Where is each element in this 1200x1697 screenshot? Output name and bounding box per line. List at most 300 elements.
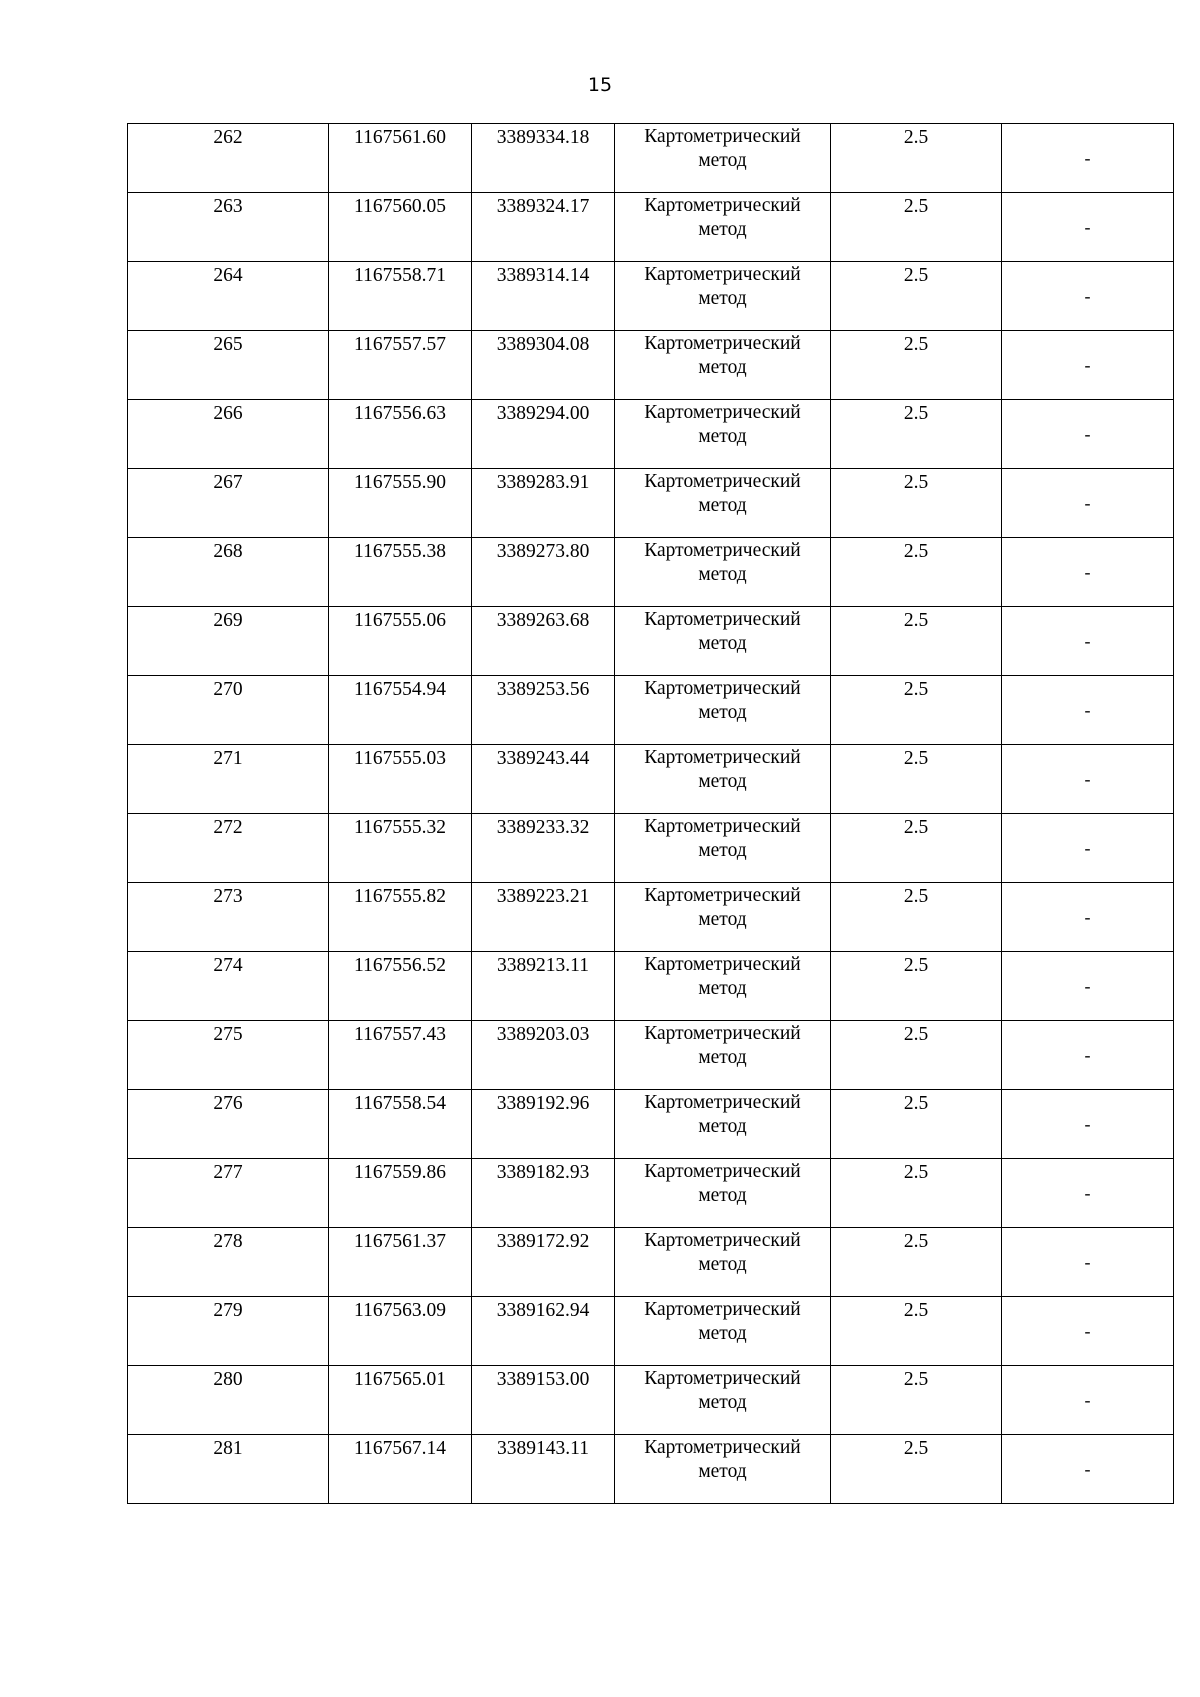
point-number-text: 268 [213,541,243,562]
point-number-cell [128,469,329,538]
point-number-text: 272 [213,817,243,838]
point-number-text: 281 [213,1438,243,1459]
point-number-text: 275 [213,1024,243,1045]
method-line-2: метод [698,909,747,930]
point-number-cell [128,124,329,193]
x-coordinate-cell [329,607,472,676]
note-text: - [1084,1045,1091,1065]
x-coordinate-text: 1167555.82 [354,886,446,907]
point-number-cell [128,952,329,1021]
y-coordinate-cell [472,745,615,814]
y-coordinate-text: 3389233.32 [496,817,590,838]
method-cell [615,745,831,814]
x-coordinate-cell [329,1021,472,1090]
method-line-2: метод [698,1185,747,1206]
method-line-2: метод [698,1461,747,1482]
method-text [615,814,830,863]
x-coordinate-cell [329,814,472,883]
accuracy-cell [831,262,1002,331]
x-coordinate-cell [329,331,472,400]
accuracy-cell [831,745,1002,814]
method-line-2: метод [698,1392,747,1413]
x-coordinate-text: 1167555.38 [354,541,446,562]
point-number-text: 276 [213,1093,243,1114]
note-cell [1002,745,1174,814]
x-coordinate-cell [329,745,472,814]
method-cell [615,124,831,193]
point-number-cell [128,400,329,469]
method-line-2: метод [698,1323,747,1344]
method-text [615,676,830,725]
x-coordinate-cell [329,1090,472,1159]
y-coordinate-cell [472,607,615,676]
method-text [615,1366,830,1415]
note-text: - [1084,1459,1091,1479]
method-line-1: Картометрический [644,1437,801,1458]
method-line-2: метод [698,564,747,585]
method-text [615,1159,830,1208]
note-cell [1002,1228,1174,1297]
y-coordinate-cell [472,331,615,400]
point-number-text: 263 [213,196,243,217]
method-cell [615,952,831,1021]
y-coordinate-text: 3389294.00 [496,403,590,424]
accuracy-cell [831,1090,1002,1159]
note-cell [1002,538,1174,607]
method-text [615,193,830,242]
table-row [128,883,1174,952]
method-text [615,883,830,932]
point-number-text: 277 [213,1162,243,1183]
y-coordinate-text: 3389314.14 [496,265,590,286]
note-text: - [1084,493,1091,513]
y-coordinate-cell [472,1435,615,1504]
x-coordinate-cell [329,400,472,469]
method-cell [615,262,831,331]
method-text [615,1021,830,1070]
table-row [128,952,1174,1021]
y-coordinate-text: 3389182.93 [496,1162,590,1183]
y-coordinate-text: 3389172.92 [496,1231,590,1252]
y-coordinate-text: 3389192.96 [496,1093,590,1114]
note-text: - [1084,286,1091,306]
coordinates-table-body [128,124,1174,1504]
method-text [615,400,830,449]
table-row [128,331,1174,400]
method-line-2: метод [698,357,747,378]
accuracy-text: 2.5 [903,1024,929,1045]
point-number-text: 279 [213,1300,243,1321]
y-coordinate-text: 3389304.08 [496,334,590,355]
y-coordinate-cell [472,1228,615,1297]
table-row [128,1159,1174,1228]
point-number-text: 278 [213,1231,243,1252]
x-coordinate-cell [329,1366,472,1435]
method-line-1: Картометрический [644,816,801,837]
note-cell [1002,1159,1174,1228]
method-cell [615,1366,831,1435]
method-cell [615,1021,831,1090]
x-coordinate-text: 1167561.60 [354,127,446,148]
note-cell [1002,331,1174,400]
method-text [615,1435,830,1484]
x-coordinate-text: 1167555.90 [354,472,446,493]
point-number-text: 280 [213,1369,243,1390]
note-cell [1002,814,1174,883]
note-text: - [1084,1114,1091,1134]
point-number-text: 271 [213,748,243,769]
y-coordinate-text: 3389153.00 [496,1369,590,1390]
point-number-cell [128,1090,329,1159]
accuracy-cell [831,1435,1002,1504]
note-text: - [1084,424,1091,444]
note-cell [1002,607,1174,676]
note-cell [1002,1366,1174,1435]
y-coordinate-cell [472,538,615,607]
accuracy-text: 2.5 [903,1231,929,1252]
method-line-2: метод [698,633,747,654]
accuracy-cell [831,538,1002,607]
method-text [615,1228,830,1277]
y-coordinate-text: 3389263.68 [496,610,590,631]
accuracy-text: 2.5 [903,1093,929,1114]
note-cell [1002,1435,1174,1504]
x-coordinate-cell [329,193,472,262]
x-coordinate-cell [329,538,472,607]
method-text [615,1090,830,1139]
x-coordinate-cell [329,1228,472,1297]
point-number-cell [128,262,329,331]
x-coordinate-text: 1167555.32 [354,817,446,838]
table-row [128,814,1174,883]
point-number-cell [128,607,329,676]
coordinates-table [127,123,1174,1504]
method-cell [615,331,831,400]
method-cell [615,814,831,883]
point-number-cell [128,193,329,262]
y-coordinate-cell [472,469,615,538]
y-coordinate-text: 3389334.18 [496,127,590,148]
method-line-1: Картометрический [644,609,801,630]
method-line-2: метод [698,702,747,723]
table-row [128,262,1174,331]
method-cell [615,469,831,538]
x-coordinate-text: 1167567.14 [354,1438,446,1459]
note-cell [1002,400,1174,469]
note-text: - [1084,148,1091,168]
point-number-text: 262 [213,127,243,148]
method-line-2: метод [698,1254,747,1275]
method-line-2: метод [698,771,747,792]
accuracy-text: 2.5 [903,679,929,700]
accuracy-text: 2.5 [903,541,929,562]
x-coordinate-text: 1167556.63 [354,403,446,424]
method-line-1: Картометрический [644,1023,801,1044]
accuracy-cell [831,883,1002,952]
point-number-text: 273 [213,886,243,907]
y-coordinate-cell [472,124,615,193]
y-coordinate-cell [472,193,615,262]
y-coordinate-text: 3389273.80 [496,541,590,562]
table-row [128,1090,1174,1159]
note-cell [1002,124,1174,193]
method-cell [615,676,831,745]
point-number-cell [128,1021,329,1090]
y-coordinate-text: 3389162.94 [496,1300,590,1321]
y-coordinate-text: 3389213.11 [497,955,589,976]
x-coordinate-cell [329,676,472,745]
method-line-2: метод [698,426,747,447]
accuracy-text: 2.5 [903,334,929,355]
table-row [128,400,1174,469]
method-line-1: Картометрический [644,402,801,423]
note-text: - [1084,700,1091,720]
method-line-1: Картометрический [644,471,801,492]
x-coordinate-text: 1167554.94 [354,679,446,700]
point-number-text: 267 [213,472,243,493]
accuracy-cell [831,469,1002,538]
note-cell [1002,1297,1174,1366]
method-text [615,952,830,1001]
method-line-2: метод [698,978,747,999]
accuracy-cell [831,193,1002,262]
y-coordinate-cell [472,1366,615,1435]
y-coordinate-cell [472,676,615,745]
x-coordinate-text: 1167561.37 [354,1231,446,1252]
y-coordinate-text: 3389223.21 [496,886,590,907]
method-cell [615,1228,831,1297]
x-coordinate-text: 1167559.86 [354,1162,446,1183]
method-cell [615,538,831,607]
accuracy-text: 2.5 [903,127,929,148]
method-line-1: Картометрический [644,333,801,354]
accuracy-cell [831,1366,1002,1435]
method-cell [615,193,831,262]
note-text: - [1084,1183,1091,1203]
method-text [615,538,830,587]
x-coordinate-text: 1167558.71 [354,265,446,286]
table-row [128,124,1174,193]
point-number-text: 274 [213,955,243,976]
point-number-cell [128,745,329,814]
point-number-cell [128,1228,329,1297]
note-cell [1002,1090,1174,1159]
table-row [128,676,1174,745]
accuracy-cell [831,1297,1002,1366]
x-coordinate-cell [329,1435,472,1504]
method-line-1: Картометрический [644,1161,801,1182]
x-coordinate-text: 1167563.09 [354,1300,446,1321]
method-cell [615,1435,831,1504]
note-cell [1002,952,1174,1021]
x-coordinate-cell [329,1297,472,1366]
method-line-2: метод [698,150,747,171]
method-text [615,331,830,380]
note-text: - [1084,217,1091,237]
note-cell [1002,262,1174,331]
table-row [128,1435,1174,1504]
point-number-cell [128,1366,329,1435]
accuracy-text: 2.5 [903,748,929,769]
method-line-1: Картометрический [644,126,801,147]
page-number: 15 [587,74,613,96]
method-text [615,469,830,518]
method-line-2: метод [698,495,747,516]
accuracy-text: 2.5 [903,1300,929,1321]
accuracy-text: 2.5 [903,265,929,286]
note-cell [1002,676,1174,745]
y-coordinate-cell [472,814,615,883]
method-line-1: Картометрический [644,540,801,561]
y-coordinate-cell [472,400,615,469]
note-text: - [1084,631,1091,651]
method-line-1: Картометрический [644,264,801,285]
point-number-text: 264 [213,265,243,286]
note-cell [1002,193,1174,262]
x-coordinate-cell [329,124,472,193]
note-text: - [1084,838,1091,858]
accuracy-text: 2.5 [903,886,929,907]
method-line-1: Картометрический [644,195,801,216]
accuracy-cell [831,607,1002,676]
note-cell [1002,883,1174,952]
table-row [128,1228,1174,1297]
accuracy-text: 2.5 [903,610,929,631]
y-coordinate-cell [472,1021,615,1090]
x-coordinate-text: 1167558.54 [354,1093,446,1114]
accuracy-text: 2.5 [903,817,929,838]
method-line-1: Картометрический [644,1299,801,1320]
y-coordinate-cell [472,952,615,1021]
method-line-1: Картометрический [644,1230,801,1251]
table-row [128,607,1174,676]
point-number-cell [128,814,329,883]
accuracy-text: 2.5 [903,1162,929,1183]
method-cell [615,883,831,952]
accuracy-cell [831,124,1002,193]
method-line-1: Картометрический [644,747,801,768]
method-line-1: Картометрический [644,1092,801,1113]
point-number-cell [128,1297,329,1366]
method-line-2: метод [698,840,747,861]
note-text: - [1084,769,1091,789]
method-line-2: метод [698,219,747,240]
method-line-2: метод [698,1047,747,1068]
method-cell [615,1090,831,1159]
note-text: - [1084,355,1091,375]
table-row [128,1366,1174,1435]
y-coordinate-text: 3389243.44 [496,748,590,769]
point-number-cell [128,538,329,607]
method-cell [615,1297,831,1366]
note-cell [1002,1021,1174,1090]
x-coordinate-text: 1167557.57 [354,334,446,355]
note-text: - [1084,907,1091,927]
y-coordinate-cell [472,1297,615,1366]
x-coordinate-cell [329,469,472,538]
table-row [128,538,1174,607]
y-coordinate-text: 3389203.03 [496,1024,590,1045]
note-text: - [1084,1252,1091,1272]
x-coordinate-text: 1167555.03 [354,748,446,769]
method-cell [615,1159,831,1228]
x-coordinate-text: 1167565.01 [354,1369,446,1390]
y-coordinate-text: 3389283.91 [496,472,590,493]
point-number-cell [128,676,329,745]
x-coordinate-text: 1167555.06 [354,610,446,631]
method-text [615,745,830,794]
method-text [615,1297,830,1346]
y-coordinate-cell [472,1159,615,1228]
accuracy-cell [831,1021,1002,1090]
y-coordinate-text: 3389324.17 [496,196,590,217]
method-text [615,607,830,656]
method-text [615,262,830,311]
method-line-1: Картометрический [644,885,801,906]
y-coordinate-text: 3389143.11 [497,1438,589,1459]
accuracy-text: 2.5 [903,472,929,493]
accuracy-cell [831,1159,1002,1228]
accuracy-text: 2.5 [903,955,929,976]
accuracy-cell [831,676,1002,745]
y-coordinate-cell [472,262,615,331]
table-row [128,1297,1174,1366]
point-number-text: 269 [213,610,243,631]
method-line-2: метод [698,1116,747,1137]
method-line-2: метод [698,288,747,309]
point-number-text: 265 [213,334,243,355]
point-number-cell [128,1159,329,1228]
note-text: - [1084,1390,1091,1410]
accuracy-cell [831,1228,1002,1297]
y-coordinate-text: 3389253.56 [496,679,590,700]
y-coordinate-cell [472,1090,615,1159]
note-cell [1002,469,1174,538]
note-text: - [1084,976,1091,996]
note-text: - [1084,1321,1091,1341]
y-coordinate-cell [472,883,615,952]
x-coordinate-cell [329,1159,472,1228]
point-number-cell [128,331,329,400]
x-coordinate-text: 1167556.52 [354,955,446,976]
accuracy-cell [831,814,1002,883]
point-number-text: 266 [213,403,243,424]
x-coordinate-cell [329,952,472,1021]
method-text [615,124,830,173]
method-line-1: Картометрический [644,1368,801,1389]
table-row [128,745,1174,814]
accuracy-text: 2.5 [903,403,929,424]
table-row [128,193,1174,262]
method-line-1: Картометрический [644,954,801,975]
x-coordinate-text: 1167560.05 [354,196,446,217]
point-number-cell [128,1435,329,1504]
method-cell [615,607,831,676]
accuracy-text: 2.5 [903,1438,929,1459]
point-number-text: 270 [213,679,243,700]
x-coordinate-cell [329,883,472,952]
point-number-cell [128,883,329,952]
table-row [128,469,1174,538]
accuracy-cell [831,952,1002,1021]
method-cell [615,400,831,469]
accuracy-text: 2.5 [903,196,929,217]
accuracy-cell [831,331,1002,400]
method-line-1: Картометрический [644,678,801,699]
x-coordinate-text: 1167557.43 [354,1024,446,1045]
table-row [128,1021,1174,1090]
note-text: - [1084,562,1091,582]
